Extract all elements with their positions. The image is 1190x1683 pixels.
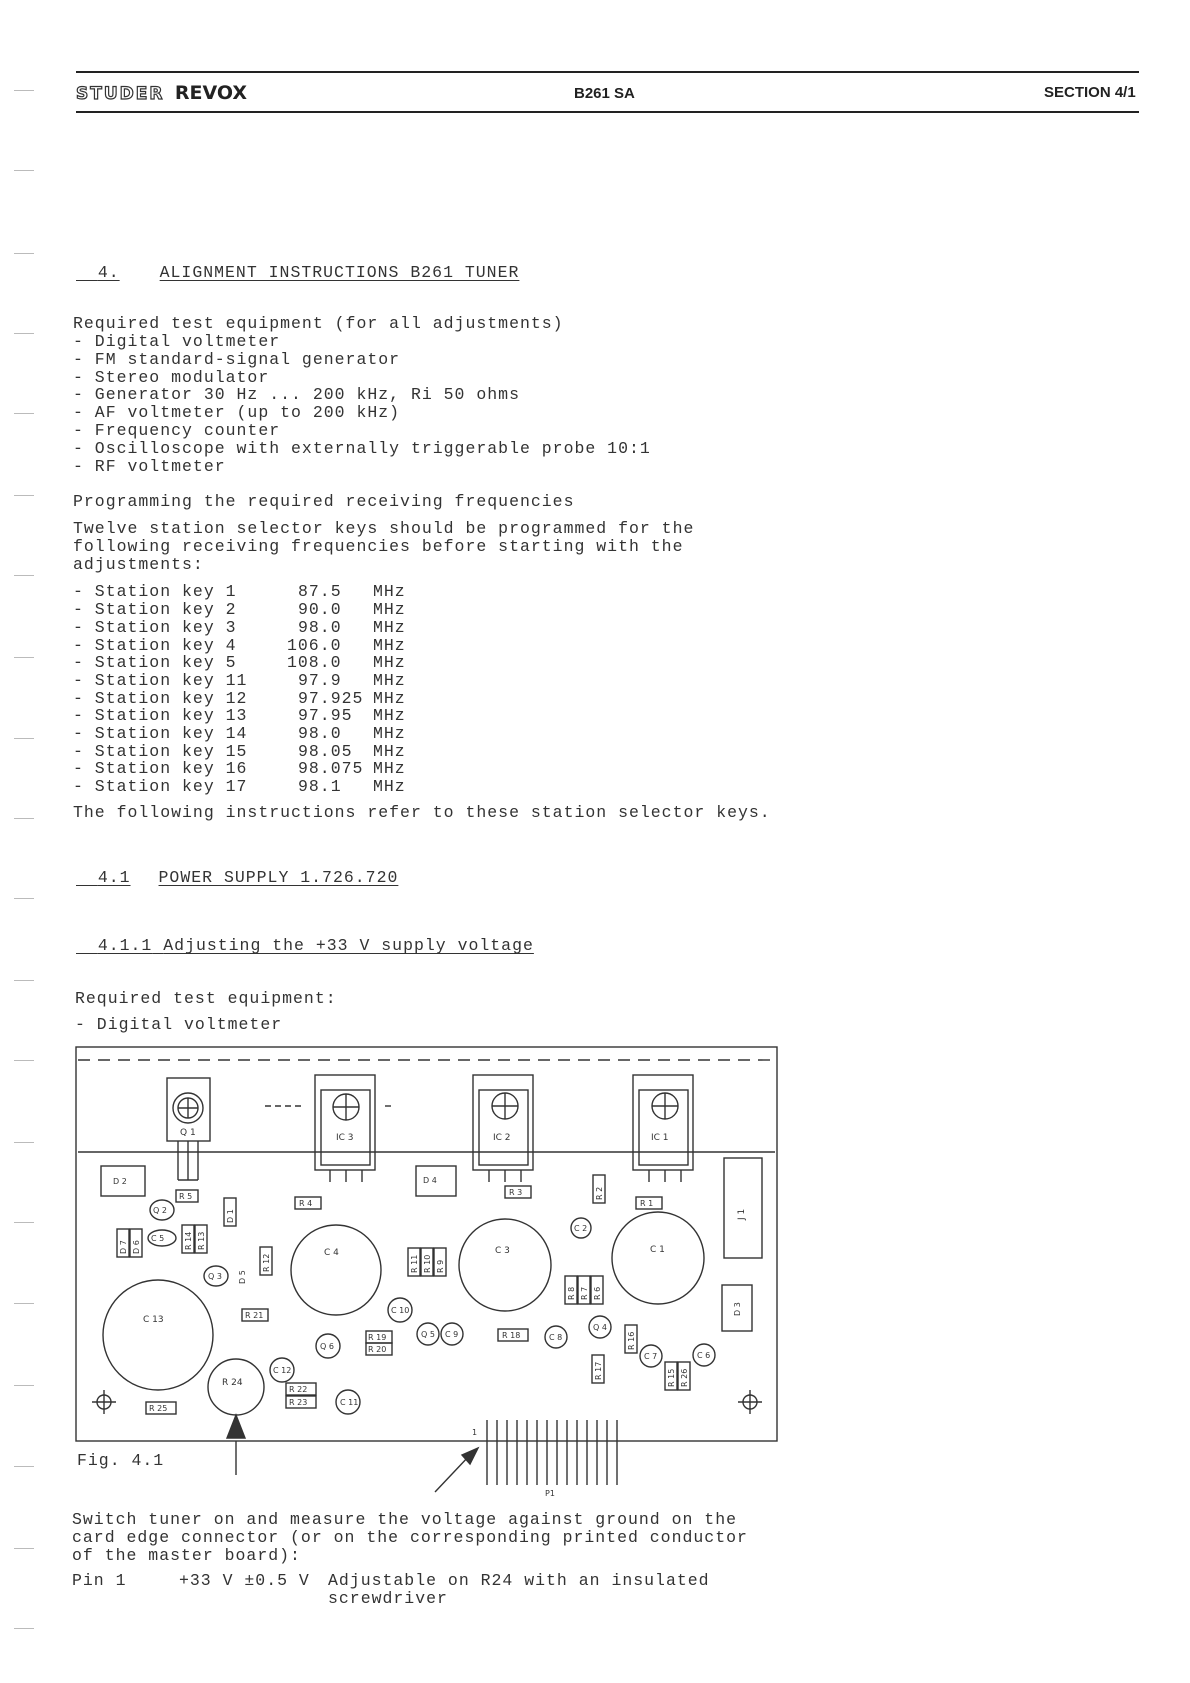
section-heading-4-1 [76,851,398,887]
r3-label: R 3 [509,1188,523,1197]
station-freq: 87.5 [298,582,342,601]
j1-label: J 1 [737,1208,747,1220]
r14-label: R 14 [184,1231,193,1250]
r16-label: R 16 [627,1331,636,1350]
r24-potentiometer [208,1359,264,1438]
c12-label: C 12 [273,1366,292,1375]
pcb-figure [0,1040,1190,1510]
r10-label: R 10 [423,1254,432,1273]
r11-label: R 11 [410,1254,419,1273]
station-freq: 106.0 [287,636,342,655]
list-item: - FM standard-signal generator [73,350,401,369]
r20-label: R 20 [368,1345,387,1354]
mounting-holes [92,1390,762,1414]
r12-label: R 12 [262,1253,271,1272]
q1-label: Q 1 [180,1128,196,1138]
station-freq: 98.05 [298,742,353,761]
r19-label: R 19 [368,1333,387,1342]
d2-rectifier [101,1166,145,1196]
header-top-rule [76,71,1139,73]
section-number: 4.1 [97,868,131,887]
required-equipment-label: Required test equipment: [75,989,337,1008]
station-unit: MHz [373,600,406,619]
station-key: - Station key 14 [73,724,248,743]
header-bottom-rule [76,111,1139,113]
station-key: - Station key 17 [73,777,248,796]
station-key: - Station key 16 [73,759,248,778]
programming-text-line: Twelve station selector keys should be programmed for the [73,519,695,538]
r22-label: R 22 [289,1385,308,1394]
c8-label: C 8 [549,1333,563,1342]
station-key: - Station key 11 [73,671,248,690]
brand-logo [76,82,247,104]
q2-label: Q 2 [153,1206,167,1215]
station-freq: 97.95 [298,706,353,725]
r18-label: R 18 [502,1331,521,1340]
station-freq: 108.0 [287,653,342,672]
r24-label: R 24 [222,1378,243,1388]
programming-text-line: following receiving frequencies before starting with the [73,537,684,556]
station-unit: MHz [373,582,406,601]
q5-label: Q 5 [421,1330,435,1339]
d3-rectifier [722,1285,752,1331]
measurement-note: screwdriver [328,1589,448,1608]
model-label: B261 SA [574,85,635,102]
station-freq: 97.9 [298,671,342,690]
c5-label: C 5 [151,1234,165,1243]
required-equipment-item: - Digital voltmeter [75,1015,283,1034]
r17-label: R 17 [594,1361,603,1380]
c1-capacitor [612,1212,704,1304]
station-unit: MHz [373,777,406,796]
list-item: - RF voltmeter [73,457,226,476]
section-label: SECTION 4/1 [1044,84,1136,101]
list-item: - Digital voltmeter [73,332,281,351]
q3-label: Q 3 [208,1272,222,1281]
section-title: POWER SUPPLY 1.726.720 [158,868,399,887]
pin-1-label: 1 [472,1428,478,1437]
ic3-label: IC 3 [336,1133,354,1143]
section-number: 4.1.1 [97,936,153,955]
r15-label: R 15 [667,1368,676,1387]
section-title: Adjusting the +33 V supply voltage [163,936,534,955]
r6-label: R 6 [593,1286,602,1300]
d7-label: D 7 [119,1240,128,1254]
station-key: - Station key 13 [73,706,248,725]
station-key: - Station key 3 [73,618,237,637]
c9-label: C 9 [445,1330,459,1339]
list-item: - Oscilloscope with externally triggerable probe 10:1 [73,439,651,458]
c7-label: C 7 [644,1352,658,1361]
d5-label: D 5 [238,1270,247,1284]
ic1-label: IC 1 [651,1133,669,1143]
j1-connector [724,1158,762,1258]
instruction-line: Switch tuner on and measure the voltage against ground on the [72,1510,737,1529]
q6-label: Q 6 [320,1342,334,1351]
d4-label: D 4 [423,1176,437,1185]
c13-label: C 13 [143,1315,164,1325]
station-key: - Station key 12 [73,689,248,708]
station-key: - Station key 1 [73,582,237,601]
station-freq: 98.0 [298,724,342,743]
ic2-label: IC 2 [493,1133,511,1143]
r7-label: R 7 [580,1286,589,1300]
station-freq: 98.1 [298,777,342,796]
station-key: - Station key 15 [73,742,248,761]
r1-label: R 1 [640,1199,654,1208]
logo-studer: STUDER [76,84,165,104]
section-heading-4-1-1 [76,919,534,955]
r5-label: R 5 [179,1192,193,1201]
r2-label: R 2 [595,1186,604,1200]
station-unit: MHz [373,618,406,637]
chapter-title: ALIGNMENT INSTRUCTIONS B261 TUNER [159,263,520,282]
instruction-line: of the master board): [72,1546,301,1565]
programming-text-line: adjustments: [73,555,204,574]
equipment-intro: Required test equipment (for all adjustments) [73,314,564,333]
q4-label: Q 4 [593,1323,607,1332]
station-key: - Station key 5 [73,653,237,672]
d2-label: D 2 [113,1177,127,1186]
r25-label: R 25 [149,1404,168,1413]
c3-capacitor [459,1219,551,1311]
station-key: - Station key 4 [73,636,237,655]
list-item: - Frequency counter [73,421,281,440]
measurement-value: +33 V ±0.5 V [179,1571,310,1590]
chapter-heading [76,246,519,282]
station-unit: MHz [373,671,406,690]
station-freq: 97.925 [298,689,364,708]
d1-label: D 1 [226,1209,235,1223]
c3-label: C 3 [495,1246,510,1256]
r21-label: R 21 [245,1311,264,1320]
c1-label: C 1 [650,1245,665,1255]
p1-edge-connector [435,1420,617,1498]
d4-rectifier [416,1166,456,1196]
r8-label: R 8 [567,1286,576,1300]
station-unit: MHz [373,689,406,708]
station-freq: 98.0 [298,618,342,637]
list-item: - Generator 30 Hz ... 200 kHz, Ri 50 ohms [73,385,520,404]
r26-label: R 26 [680,1368,689,1387]
instruction-line: card edge connector (or on the corresponding printed conductor [72,1528,748,1547]
c13-capacitor [103,1280,213,1390]
measurement-note: Adjustable on R24 with an insulated [328,1571,710,1590]
station-key: - Station key 2 [73,600,237,619]
c2-label: C 2 [574,1224,588,1233]
station-unit: MHz [373,653,406,672]
r9-label: R 9 [436,1259,445,1273]
station-unit: MHz [373,724,406,743]
station-unit: MHz [373,742,406,761]
list-item: - AF voltmeter (up to 200 kHz) [73,403,401,422]
c6-label: C 6 [697,1351,711,1360]
ic2-regulator [473,1075,533,1182]
c11-label: C 11 [340,1398,359,1407]
station-freq: 90.0 [298,600,342,619]
c4-label: C 4 [324,1248,339,1258]
q1-regulator [167,1078,210,1180]
figure-caption: Fig. 4.1 [77,1451,165,1470]
c4-capacitor [291,1225,381,1315]
ic3-regulator [315,1075,375,1182]
list-item: - Stereo modulator [73,368,270,387]
p1-label: P1 [545,1489,555,1498]
d6-label: D 6 [132,1240,141,1254]
station-freq: 98.075 [298,759,364,778]
station-unit: MHz [373,636,406,655]
chapter-number: 4. [97,263,120,282]
logo-revox: REVOX [174,82,248,104]
stations-note: The following instructions refer to these station selector keys. [73,803,771,822]
r4-label: R 4 [299,1199,313,1208]
programming-heading: Programming the required receiving frequencies [73,492,575,511]
d3-label: D 3 [733,1302,742,1316]
station-unit: MHz [373,759,406,778]
ic1-regulator [633,1075,693,1182]
measurement-pin: Pin 1 [72,1571,127,1590]
r23-label: R 23 [289,1398,308,1407]
station-unit: MHz [373,706,406,725]
c10-label: C 10 [391,1306,410,1315]
r13-label: R 13 [197,1231,206,1250]
